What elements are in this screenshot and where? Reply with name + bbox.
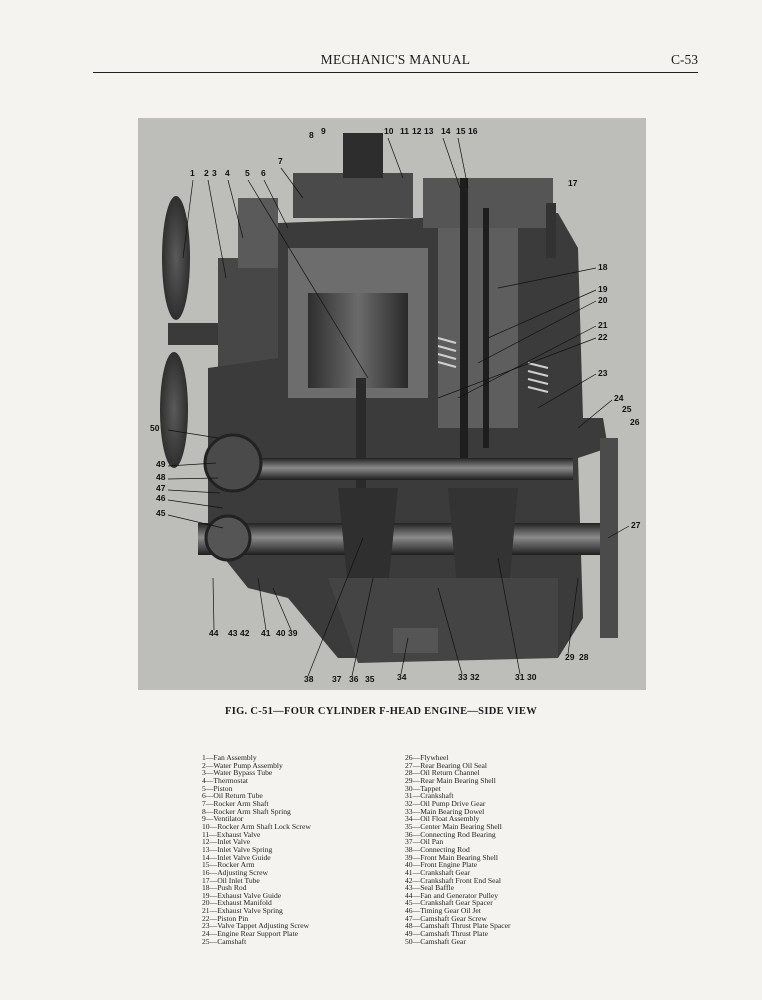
legend-item: 7—Rocker Arm Shaft <box>202 798 269 808</box>
callout-label: 42 <box>240 628 250 638</box>
callout-label: 32 <box>470 672 480 682</box>
legend-item: 44—Fan and Generator Pulley <box>405 890 499 900</box>
callout-label: 20 <box>598 295 608 305</box>
parts-legend-left <box>202 754 311 945</box>
legend-item: 13—Inlet Valve Spring <box>202 844 273 854</box>
callout-label: 8 <box>309 130 314 140</box>
water-pump <box>218 258 278 368</box>
callout-label: 1 <box>190 168 195 178</box>
legend-item: 32—Oil Pump Drive Gear <box>405 798 486 808</box>
legend-item: 14—Inlet Valve Guide <box>202 852 271 862</box>
callout-label: 15 <box>456 126 466 136</box>
callout-label: 9 <box>321 126 326 136</box>
oil-pan <box>328 578 558 663</box>
legend-item: 21—Exhaust Valve Spring <box>202 906 283 916</box>
engine-drawing <box>138 118 646 690</box>
callout-label: 22 <box>598 332 608 342</box>
legend-item: 33—Main Bearing Dowel <box>405 806 485 816</box>
legend-item: 16—Adjusting Screw <box>202 867 269 877</box>
callout-label: 30 <box>527 672 537 682</box>
camshaft <box>233 458 573 480</box>
callout-label: 7 <box>278 156 283 166</box>
legend-item: 37—Oil Pan <box>405 837 444 847</box>
legend-item: 11—Exhaust Valve <box>202 829 261 839</box>
legend-item: 24—Engine Rear Support Plate <box>202 929 298 939</box>
callout-label: 46 <box>156 493 166 503</box>
callout-label: 3 <box>212 168 217 178</box>
legend-item: 47—Camshaft Gear Screw <box>405 913 487 923</box>
callout-label: 43 <box>228 628 238 638</box>
callout-label: 13 <box>424 126 434 136</box>
legend-item: 48—Camshaft Thrust Plate Spacer <box>405 921 511 931</box>
callout-label: 17 <box>568 178 578 188</box>
rocker-cover <box>293 173 413 218</box>
figure-caption: FIG. C-51—FOUR CYLINDER F-HEAD ENGINE—SIDE VIEW <box>224 706 538 717</box>
callout-label: 6 <box>261 168 266 178</box>
callout-label: 5 <box>245 168 250 178</box>
legend-item: 50—Camshaft Gear <box>405 936 466 946</box>
legend-item: 49—Camshaft Thrust Plate <box>405 929 488 939</box>
legend-item: 17—Oil Inlet Tube <box>202 875 260 885</box>
callout-label: 12 <box>412 126 422 136</box>
legend-item: 39—Front Main Bearing Shell <box>405 852 499 862</box>
callout-label: 47 <box>156 483 166 493</box>
legend-item: 38—Connecting Rod <box>405 844 470 854</box>
legend-item: 20—Exhaust Manifold <box>202 898 272 908</box>
callout-label: 41 <box>261 628 271 638</box>
legend-item: 3—Water Bypass Tube <box>202 768 273 778</box>
legend-item: 6—Oil Return Tube <box>202 791 263 801</box>
callout-label: 44 <box>209 628 219 638</box>
legend-item: 19—Exhaust Valve Guide <box>202 890 282 900</box>
callout-label: 26 <box>630 417 640 427</box>
crankshaft <box>198 523 618 555</box>
callout-label: 19 <box>598 284 608 294</box>
piston <box>308 293 408 388</box>
page-title: MECHANIC'S MANUAL <box>320 52 471 67</box>
legend-item: 10—Rocker Arm Shaft Lock Screw <box>202 821 311 831</box>
legend-item: 36—Connecting Rod Bearing <box>405 829 496 839</box>
legend-item: 42—Crankshaft Front End Seal <box>405 875 501 885</box>
parts-legend-right <box>405 754 511 945</box>
callout-label: 35 <box>365 674 375 684</box>
legend-item: 22—Piston Pin <box>202 913 249 923</box>
legend-item: 41—Crankshaft Gear <box>405 867 471 877</box>
legend-item: 30—Tappet <box>405 783 441 793</box>
legend-item: 45—Crankshaft Gear Spacer <box>405 898 493 908</box>
callout-label: 40 <box>276 628 286 638</box>
callout-label: 48 <box>156 472 166 482</box>
callout-label: 11 <box>400 126 409 136</box>
callout-label: 28 <box>579 652 589 662</box>
engine-cutaway-illustration <box>138 118 646 690</box>
callout-label: 33 <box>458 672 468 682</box>
legend-item: 46—Timing Gear Oil Jet <box>405 906 481 916</box>
legend-item: 28—Oil Return Channel <box>405 768 480 778</box>
callout-label: 21 <box>598 320 608 330</box>
callout-label: 39 <box>288 628 298 638</box>
callout-label: 34 <box>397 672 407 682</box>
callout-label: 18 <box>598 262 608 272</box>
legend-item: 1—Fan Assembly <box>202 753 257 762</box>
legend-item: 43—Seal Baffle <box>405 883 454 893</box>
legend-item: 31—Crankshaft <box>405 791 454 801</box>
callout-label: 16 <box>468 126 478 136</box>
callout-label: 2 <box>204 168 209 178</box>
page-header <box>93 50 698 73</box>
fan-blade-lower <box>160 352 188 468</box>
legend-item: 15—Rocker Arm <box>202 860 255 870</box>
callout-label: 31 <box>515 672 525 682</box>
callout-label: 14 <box>441 126 451 136</box>
legend-item: 34—Oil Float Assembly <box>405 814 480 824</box>
callout-label: 23 <box>598 368 608 378</box>
callout-label: 38 <box>304 674 314 684</box>
legend-item: 23—Valve Tappet Adjusting Screw <box>202 921 310 931</box>
legend-item: 12—Inlet Valve <box>202 837 251 847</box>
callout-label: 29 <box>565 652 575 662</box>
callout-label: 37 <box>332 674 342 684</box>
legend-item: 5—Piston <box>202 783 233 793</box>
legend-item: 26—Flywheel <box>405 753 449 762</box>
legend-item: 8—Rocker Arm Shaft Spring <box>202 806 291 816</box>
flywheel <box>600 438 618 638</box>
page-number: C-53 <box>671 52 698 67</box>
legend-item: 2—Water Pump Assembly <box>202 760 283 770</box>
legend-item: 18—Push Rod <box>202 883 247 893</box>
legend-item: 4—Thermostat <box>202 775 248 785</box>
callout-label: 50 <box>150 423 160 433</box>
legend-item: 9—Ventilator <box>202 814 244 824</box>
fan-blade-upper <box>162 196 190 320</box>
legend-item: 27—Rear Bearing Oil Seal <box>405 760 488 770</box>
callout-label: 45 <box>156 508 166 518</box>
callout-label: 10 <box>384 126 394 136</box>
legend-item: 35—Center Main Bearing Shell <box>405 821 502 831</box>
callout-label: 36 <box>349 674 359 684</box>
callout-label: 24 <box>614 393 624 403</box>
callout-label: 25 <box>622 404 632 414</box>
callout-label: 27 <box>631 520 641 530</box>
legend-item: 29—Rear Main Bearing Shell <box>405 775 496 785</box>
callout-label: 4 <box>225 168 230 178</box>
legend-item: 40—Front Engine Plate <box>405 860 478 870</box>
callout-label: 49 <box>156 459 166 469</box>
legend-item: 25—Camshaft <box>202 936 247 946</box>
